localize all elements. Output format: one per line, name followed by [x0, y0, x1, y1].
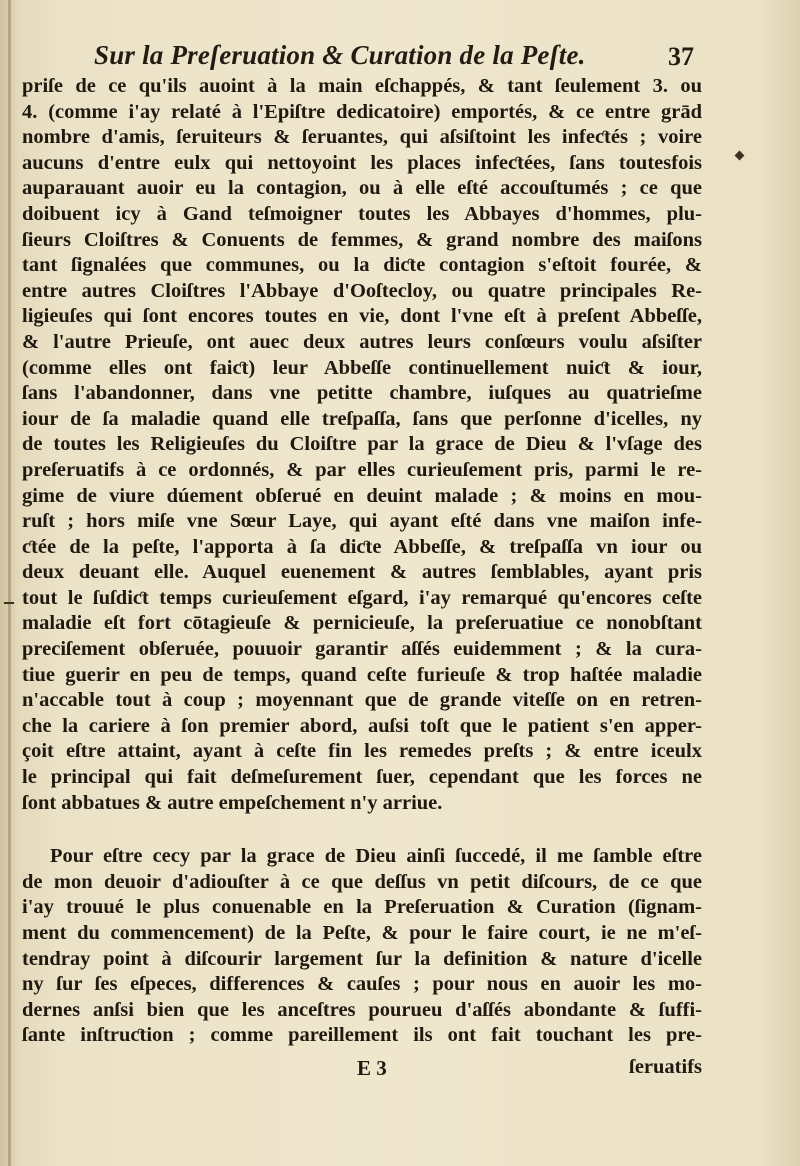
text-line: ligieuſes qui ſont encores toutes en vie, dont l'vne eſt à preſent Abbeſſe, [22, 305, 702, 328]
text-line: entre autres Cloiſtres l'Abbaye d'Ooſtecloy, ou quatre principales Re- [22, 279, 702, 302]
text-line: auparauant auoir eu la contagion, ou à elle eſté accouſtumés ; ce que [22, 177, 702, 200]
text-line: ſante inſtruƈtion ; comme pareillement ils ont fait touchant les pre- [22, 1024, 702, 1047]
text-line: ment du commencement) de la Peſte, & pour le faire court, ie ne m'eſ- [22, 922, 702, 944]
text-line: ruſt ; hors miſe vne Sœur Laye, qui ayant eſté dans vne maiſon infe- [22, 510, 702, 533]
text-line: maladie eſt fort cōtagieuſe & pernicieuſe, la preſeruatiue ce nonobſtant [22, 612, 702, 635]
margin-dash-mark [4, 602, 14, 604]
text-line: (comme elles ont faiƈt) leur Abbeſſe continuellement nuiƈt & iour, [22, 356, 702, 379]
signature-mark: E 3 [357, 1056, 387, 1080]
page-number: 37 [668, 42, 694, 71]
text-line: ſans l'abandonner, dans vne petitte chambre, iuſques au quatrieſme [22, 382, 702, 405]
text-line: iour de ſa maladie quand elle treſpaſſa, ſans que perſonne d'icelles, ny [22, 407, 702, 430]
text-line: & l'autre Prieuſe, ont auec deux autres leurs conſœurs voulu aſsiſter [22, 330, 702, 353]
text-line: le principal qui fait deſmeſurement ſuer, cependant que les forces ne [22, 766, 702, 789]
text-line: tant ſignalées que communes, ou la diƈte contagion s'eſtoit fourée, & [22, 254, 702, 277]
text-line: de toutes les Religieuſes du Cloiſtre par la grace de Dieu & l'vſage des [22, 433, 702, 456]
text-line: ny ſur ſes eſpeces, differences & cauſes ; pour nous en auoir les mo- [22, 973, 702, 996]
text-line: deux deuant elle. Auquel euenement & autres ſemblables, ayant pris [22, 561, 702, 584]
margin-ornament [735, 151, 745, 161]
page-footer [22, 1056, 702, 1084]
text-line: tout le ſuſdiƈt temps curieuſement eſgard, i'ay remarqué qu'encores ceſte [22, 586, 702, 609]
text-line: tiue guerir en peu de temps, quand ceſte furieuſe & trop haſtée maladie [22, 663, 702, 686]
paragraph-2 [22, 844, 702, 1049]
text-line: ſieurs Cloiſtres & Conuents de femmes, & grand nombre des maiſons [22, 228, 702, 251]
text-line: tendray point à diſcourir largement ſur la definition & nature d'icelle [22, 947, 702, 970]
text-line: doibuent icy à Gand teſmoigner toutes les Abbayes d'hommes, plu- [22, 202, 702, 225]
text-line: n'accable tout à coup ; moyennant que de grande viteſſe on en retren- [22, 689, 702, 712]
body-text [22, 74, 702, 1049]
text-line: preſeruatifs à ce ordonnés, & par elles curieuſement pris, parmi le re- [22, 458, 702, 481]
text-line: aucuns d'entre eulx qui nettoyoint les places infeƈtées, ſans toutesfois [22, 151, 702, 174]
text-line: preciſement obſeruée, pouuoir garantir aſſés euidemment ; & la cura- [22, 638, 702, 661]
running-head-title: Sur la Preſeruation & Curation de la Peſte. [94, 40, 586, 70]
text-line: 4. (comme i'ay relaté à l'Epiſtre dedicatoire) emportés, & ce entre grād [22, 100, 702, 123]
text-line: de mon deuoir d'adiouſter à ce que deſſus vn petit diſcours, de ce que [22, 870, 702, 893]
text-line: che la cariere à ſon premier abord, auſsi toſt que le patient s'en apper- [22, 714, 702, 737]
text-line: nombre d'amis, ſeruiteurs & ſeruantes, qui aſsiſtoint les infeƈtés ; voire [22, 126, 702, 149]
paragraph-1 [22, 74, 702, 816]
text-line: dernes anſsi bien que les anceſtres pourueu d'aſſés abondante & ſuffi- [22, 998, 702, 1021]
text-line: priſe de ce qu'ils auoint à la main eſchappés, & tant ſeulement 3. ou [22, 75, 702, 97]
text-line: Pour eſtre cecy par la grace de Dieu ainſi ſuccedé, il me ſamble eſtre [50, 845, 702, 868]
text-line: gime de viure dúement obſerué en deuint malade ; & moins en mou- [22, 484, 702, 507]
page-gutter [8, 0, 11, 1166]
text-line: ſont abbatues & autre empeſchement n'y arriue. [22, 791, 443, 814]
text-line: i'ay trouué le plus conuenable en la Preſeruation & Curation (ſignam- [22, 896, 702, 919]
text-line: ƈtée de la peſte, l'apporta à ſa diƈte Abbeſſe, & treſpaſſa vn iour ou [22, 535, 702, 558]
catchword: ſeruatifs [629, 1056, 702, 1078]
paragraph-gap [22, 816, 702, 844]
text-line: çoit eſtre attaint, ayant à ceſte fin les remedes preſts ; & entre iceulx [22, 740, 702, 763]
